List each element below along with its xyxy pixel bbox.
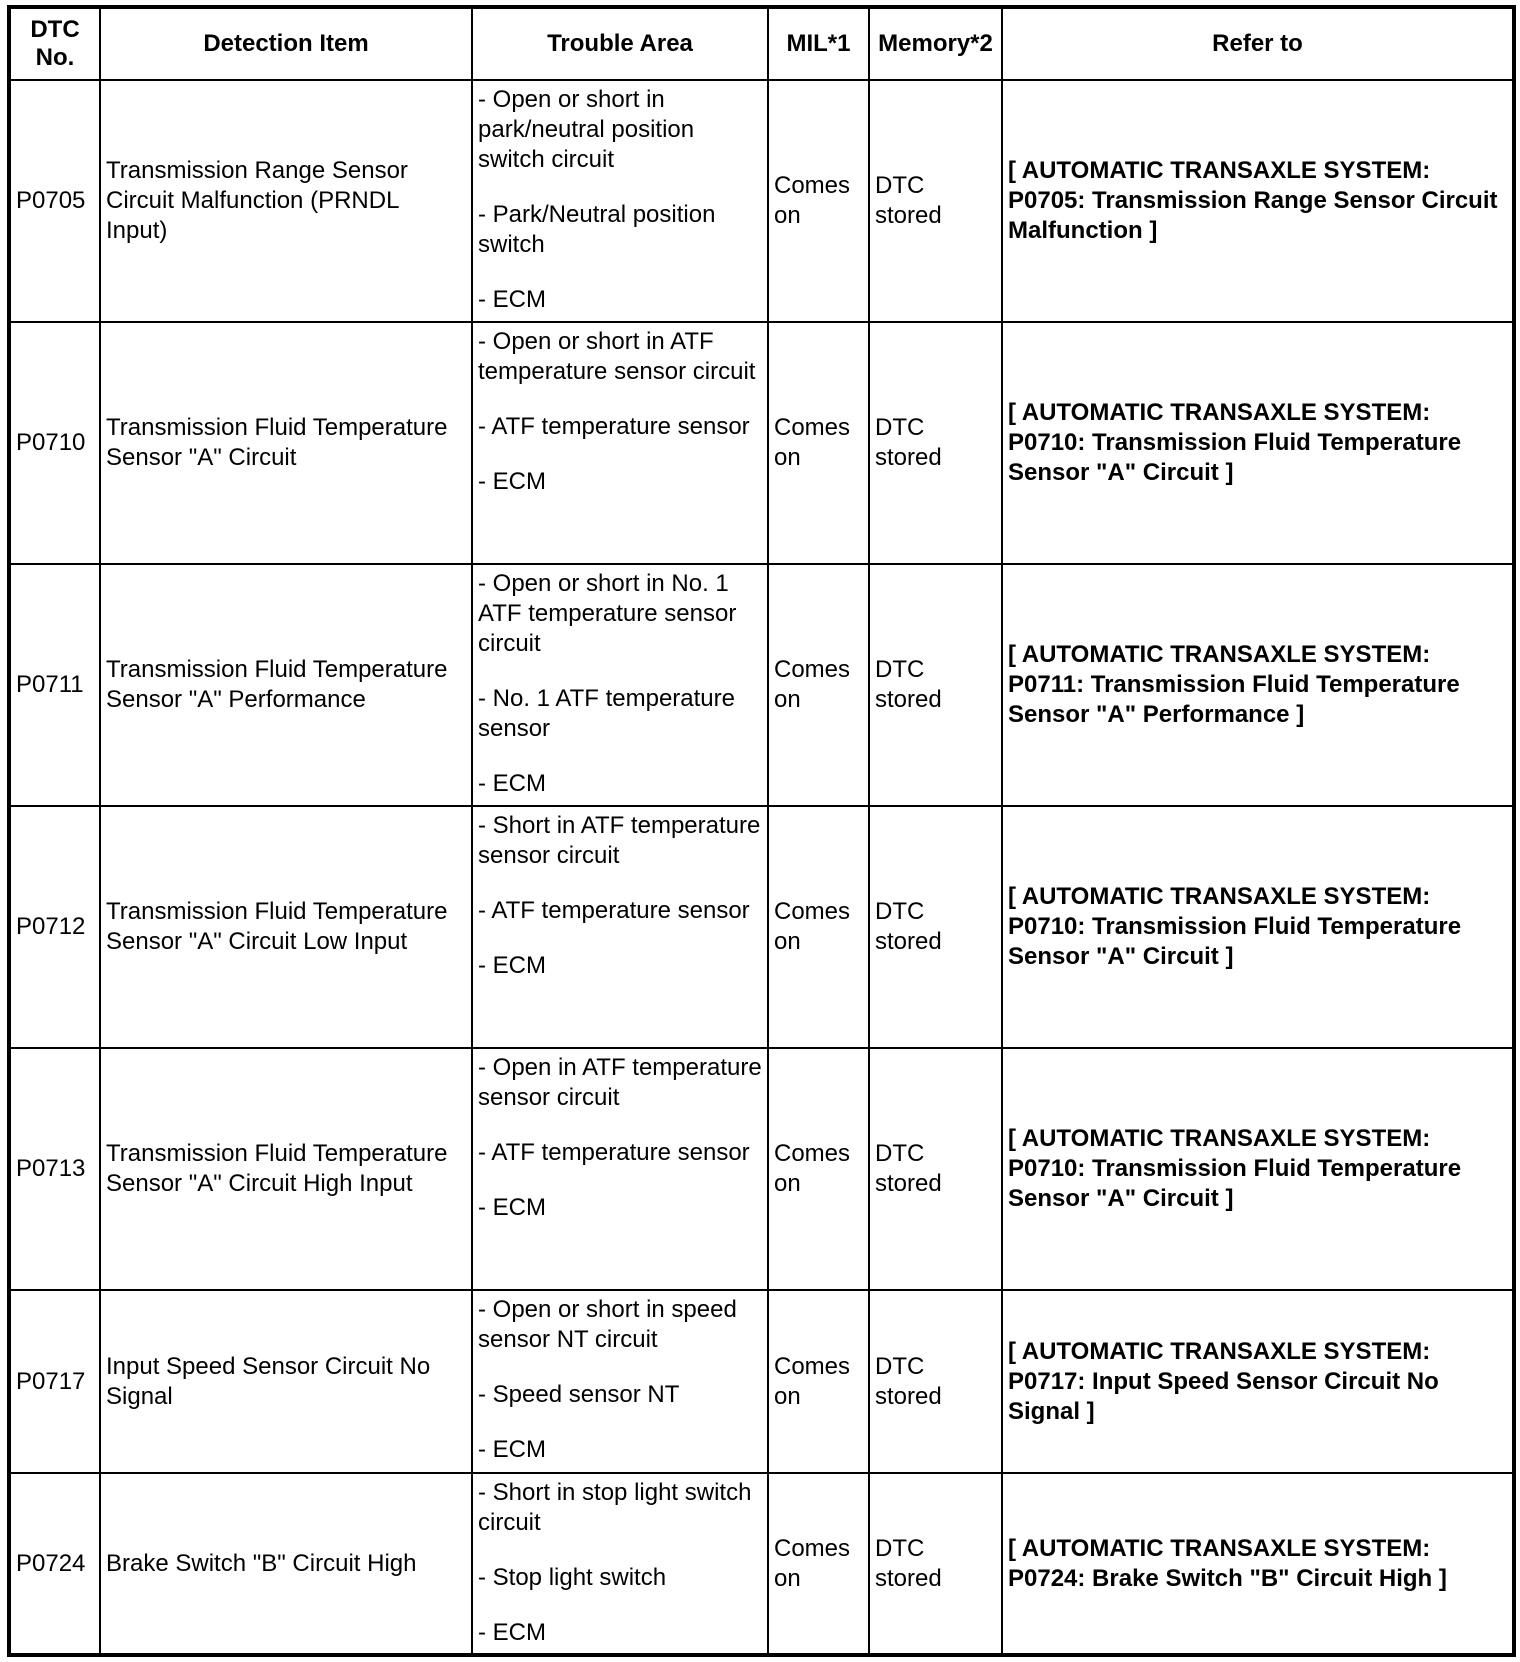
- dtc-code: P0712: [9, 806, 100, 1048]
- mil-status: Comes on: [768, 1290, 869, 1473]
- mil-status: Comes on: [768, 564, 869, 806]
- detection-item: Transmission Range Sensor Circuit Malfunction (PRNDL Input): [100, 80, 472, 322]
- trouble-area-item: - ECM: [478, 1619, 546, 1646]
- table-row: [9, 1473, 1514, 1655]
- trouble-area: [472, 1290, 768, 1473]
- trouble-area-item: - ATF temperature sensor: [478, 413, 750, 440]
- dtc-code: P0711: [9, 564, 100, 806]
- trouble-area-item: - Open or short in park/neutral position switch circuit: [478, 86, 695, 173]
- trouble-area-item: - ECM: [478, 468, 546, 495]
- trouble-area: [472, 1048, 768, 1290]
- memory-status: DTC stored: [869, 1048, 1002, 1290]
- mil-status: Comes on: [768, 322, 869, 564]
- trouble-area-item: - No. 1 ATF temperature sensor: [478, 685, 735, 742]
- trouble-area: [472, 1473, 768, 1655]
- table-row: [9, 564, 1514, 806]
- trouble-area-item: - Open or short in speed sensor NT circuit: [478, 1296, 737, 1353]
- mil-status: Comes on: [768, 1048, 869, 1290]
- detection-item: Transmission Fluid Temperature Sensor "A" Circuit: [100, 322, 472, 564]
- detection-item: Transmission Fluid Temperature Sensor "A" Circuit Low Input: [100, 806, 472, 1048]
- header-trouble-area: Trouble Area: [472, 7, 768, 80]
- dtc-code: P0713: [9, 1048, 100, 1290]
- trouble-area-item: - ECM: [478, 770, 546, 797]
- trouble-area: [472, 806, 768, 1048]
- table-row: [9, 80, 1514, 322]
- trouble-area-item: - ECM: [478, 1436, 546, 1463]
- trouble-area: [472, 564, 768, 806]
- header-detection-item: Detection Item: [100, 7, 472, 80]
- trouble-area-item: - Open or short in No. 1 ATF temperature sensor circuit: [478, 570, 737, 657]
- dtc-table: [7, 5, 1516, 1657]
- trouble-area-item: - Stop light switch: [478, 1564, 667, 1591]
- header-dtc-no: DTC No.: [9, 7, 100, 80]
- memory-status: DTC stored: [869, 322, 1002, 564]
- detection-item: Transmission Fluid Temperature Sensor "A" Performance: [100, 564, 472, 806]
- refer-to-link[interactable]: [ AUTOMATIC TRANSAXLE SYSTEM: P0717: Input Speed Sensor Circuit No Signal ]: [1002, 1290, 1514, 1473]
- refer-to-link[interactable]: [ AUTOMATIC TRANSAXLE SYSTEM: P0711: Transmission Fluid Temperature Sensor "A" Performance ]: [1002, 564, 1514, 806]
- trouble-area-item: - Short in ATF temperature sensor circuit: [478, 812, 761, 869]
- header-refer-to: Refer to: [1002, 7, 1514, 80]
- mil-status: Comes on: [768, 1473, 869, 1655]
- trouble-area-item: - Short in stop light switch circuit: [478, 1479, 752, 1536]
- table-row: [9, 806, 1514, 1048]
- dtc-code: P0717: [9, 1290, 100, 1473]
- memory-status: DTC stored: [869, 1473, 1002, 1655]
- memory-status: DTC stored: [869, 806, 1002, 1048]
- header-memory: Memory*2: [869, 7, 1002, 80]
- trouble-area-item: - Open or short in ATF temperature sensor circuit: [478, 328, 756, 385]
- trouble-area-item: - Speed sensor NT: [478, 1381, 680, 1408]
- trouble-area-item: - ATF temperature sensor: [478, 1139, 750, 1166]
- refer-to-link[interactable]: [ AUTOMATIC TRANSAXLE SYSTEM: P0710: Transmission Fluid Temperature Sensor "A" Circuit ]: [1002, 1048, 1514, 1290]
- header-row: [9, 7, 1514, 80]
- memory-status: DTC stored: [869, 80, 1002, 322]
- refer-to-link[interactable]: [ AUTOMATIC TRANSAXLE SYSTEM: P0710: Transmission Fluid Temperature Sensor "A" Circuit ]: [1002, 322, 1514, 564]
- dtc-code: P0724: [9, 1473, 100, 1655]
- refer-to-link[interactable]: [ AUTOMATIC TRANSAXLE SYSTEM: P0724: Brake Switch "B" Circuit High ]: [1002, 1473, 1514, 1655]
- dtc-code: P0710: [9, 322, 100, 564]
- header-mil: MIL*1: [768, 7, 869, 80]
- detection-item: Brake Switch "B" Circuit High: [100, 1473, 472, 1655]
- dtc-code: P0705: [9, 80, 100, 322]
- trouble-area-item: - ECM: [478, 952, 546, 979]
- table-row: [9, 1290, 1514, 1473]
- detection-item: Transmission Fluid Temperature Sensor "A" Circuit High Input: [100, 1048, 472, 1290]
- table-row: [9, 322, 1514, 564]
- table-row: [9, 1048, 1514, 1290]
- trouble-area: [472, 80, 768, 322]
- trouble-area: [472, 322, 768, 564]
- mil-status: Comes on: [768, 80, 869, 322]
- refer-to-link[interactable]: [ AUTOMATIC TRANSAXLE SYSTEM: P0705: Transmission Range Sensor Circuit Malfunction ]: [1002, 80, 1514, 322]
- memory-status: DTC stored: [869, 1290, 1002, 1473]
- trouble-area-item: - Park/Neutral position switch: [478, 201, 716, 258]
- refer-to-link[interactable]: [ AUTOMATIC TRANSAXLE SYSTEM: P0710: Transmission Fluid Temperature Sensor "A" Circuit ]: [1002, 806, 1514, 1048]
- detection-item: Input Speed Sensor Circuit No Signal: [100, 1290, 472, 1473]
- trouble-area-item: - ECM: [478, 286, 546, 313]
- trouble-area-item: - Open in ATF temperature sensor circuit: [478, 1054, 762, 1111]
- mil-status: Comes on: [768, 806, 869, 1048]
- trouble-area-item: - ATF temperature sensor: [478, 897, 750, 924]
- memory-status: DTC stored: [869, 564, 1002, 806]
- trouble-area-item: - ECM: [478, 1194, 546, 1221]
